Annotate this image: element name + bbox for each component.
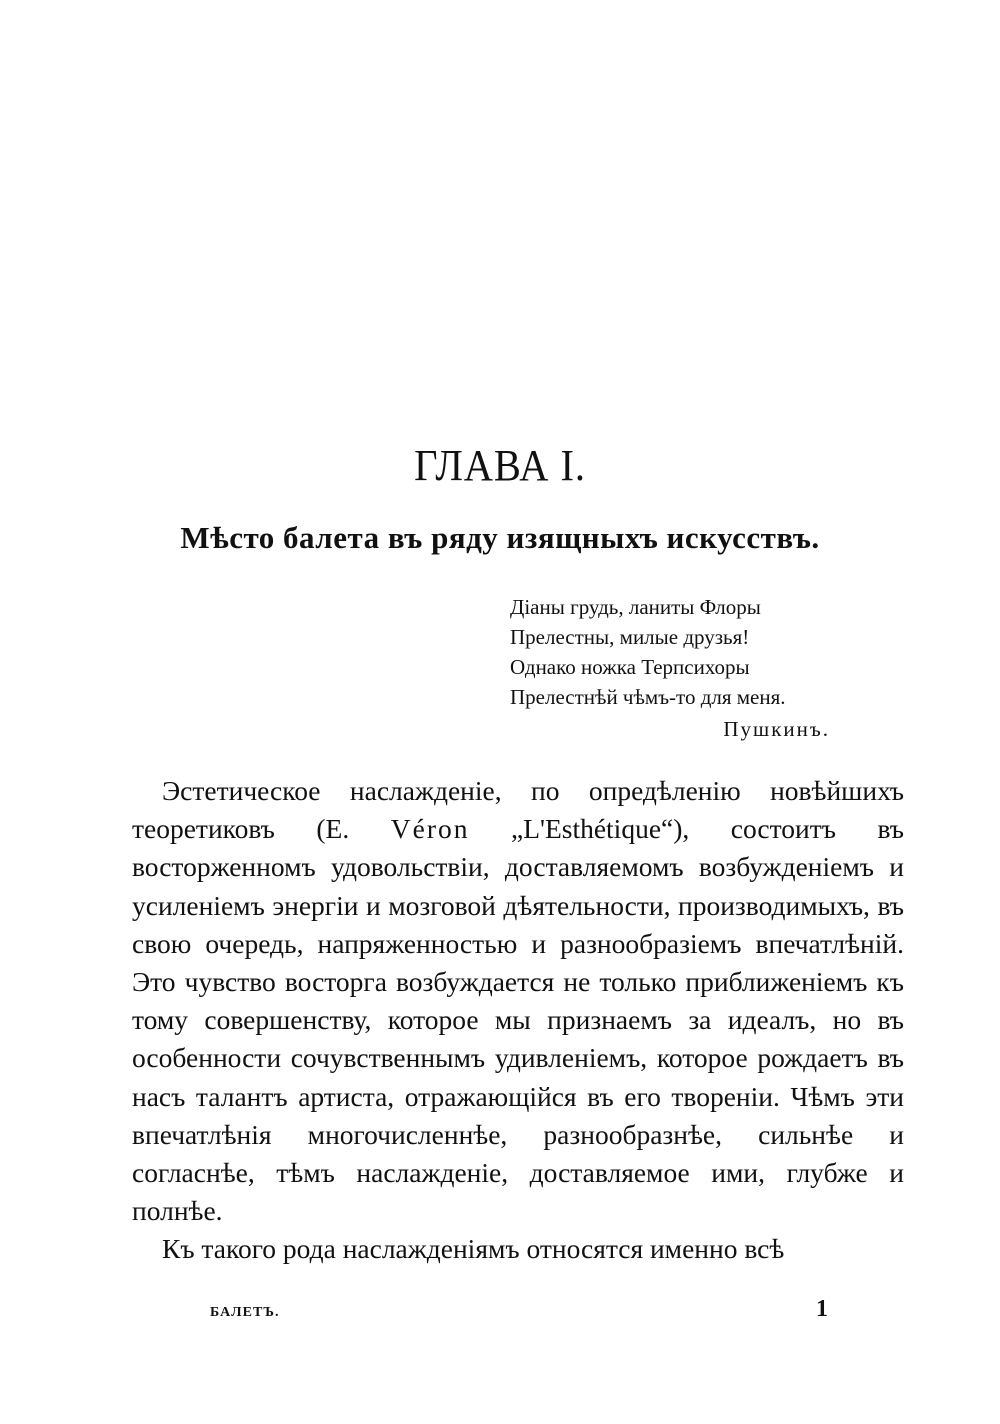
paragraph-1-start: Эстетическое наслажденіе, по опредѣленію новѣйшихъ теоретиковъ (E. — [132, 775, 904, 845]
epigraph-author: Пушкинъ. — [723, 717, 830, 741]
epigraph-line: Однако ножка Терпсихоры — [510, 655, 750, 679]
paragraph-1 — [132, 772, 904, 1230]
body-text — [132, 772, 904, 1269]
epigraph-line: Діаны грудь, ланиты Флоры — [510, 595, 761, 619]
epigraph-line: Прелестны, милые друзья! — [510, 625, 750, 649]
epigraph-line: Прелестнѣй чѣмъ-то для меня. — [510, 685, 786, 709]
author-name-veron: Véron — [390, 813, 470, 845]
epigraph — [510, 592, 850, 744]
paragraph-2: Къ такого рода наслажденіямъ относятся именно всѣ — [162, 1233, 785, 1265]
chapter-title: ГЛАВА I. — [414, 441, 586, 490]
signature-mark: БАЛЕТЪ. — [210, 1305, 280, 1320]
page-number: 1 — [816, 1296, 828, 1322]
paragraph-1-rest: „L'Esthétique“), состоитъ въ восторженномъ удовольствіи, доставляемомъ возбужденіемъ и усиленіемъ энергіи и мозговой дѣятельности, производимыхъ, въ свою очередь, напряженностью и разнообразіемъ впечатлѣній. Это чувство восторга возбуждается не только приближеніемъ къ тому совершенству, которое мы признаемъ за идеалъ, но въ особенности сочувственнымъ удивленіемъ, которое рождаетъ въ насъ талантъ артиста, отражающійся въ его твореніи. Чѣмъ эти впечатлѣнія многочисленнѣе, разнообразнѣе, сильнѣе и согласнѣе, тѣмъ наслажденіе, доставляемое ими, глубже и полнѣе. — [132, 813, 904, 1227]
chapter-subtitle: Мѣсто балета въ ряду изящныхъ искусствъ. — [180, 520, 820, 555]
